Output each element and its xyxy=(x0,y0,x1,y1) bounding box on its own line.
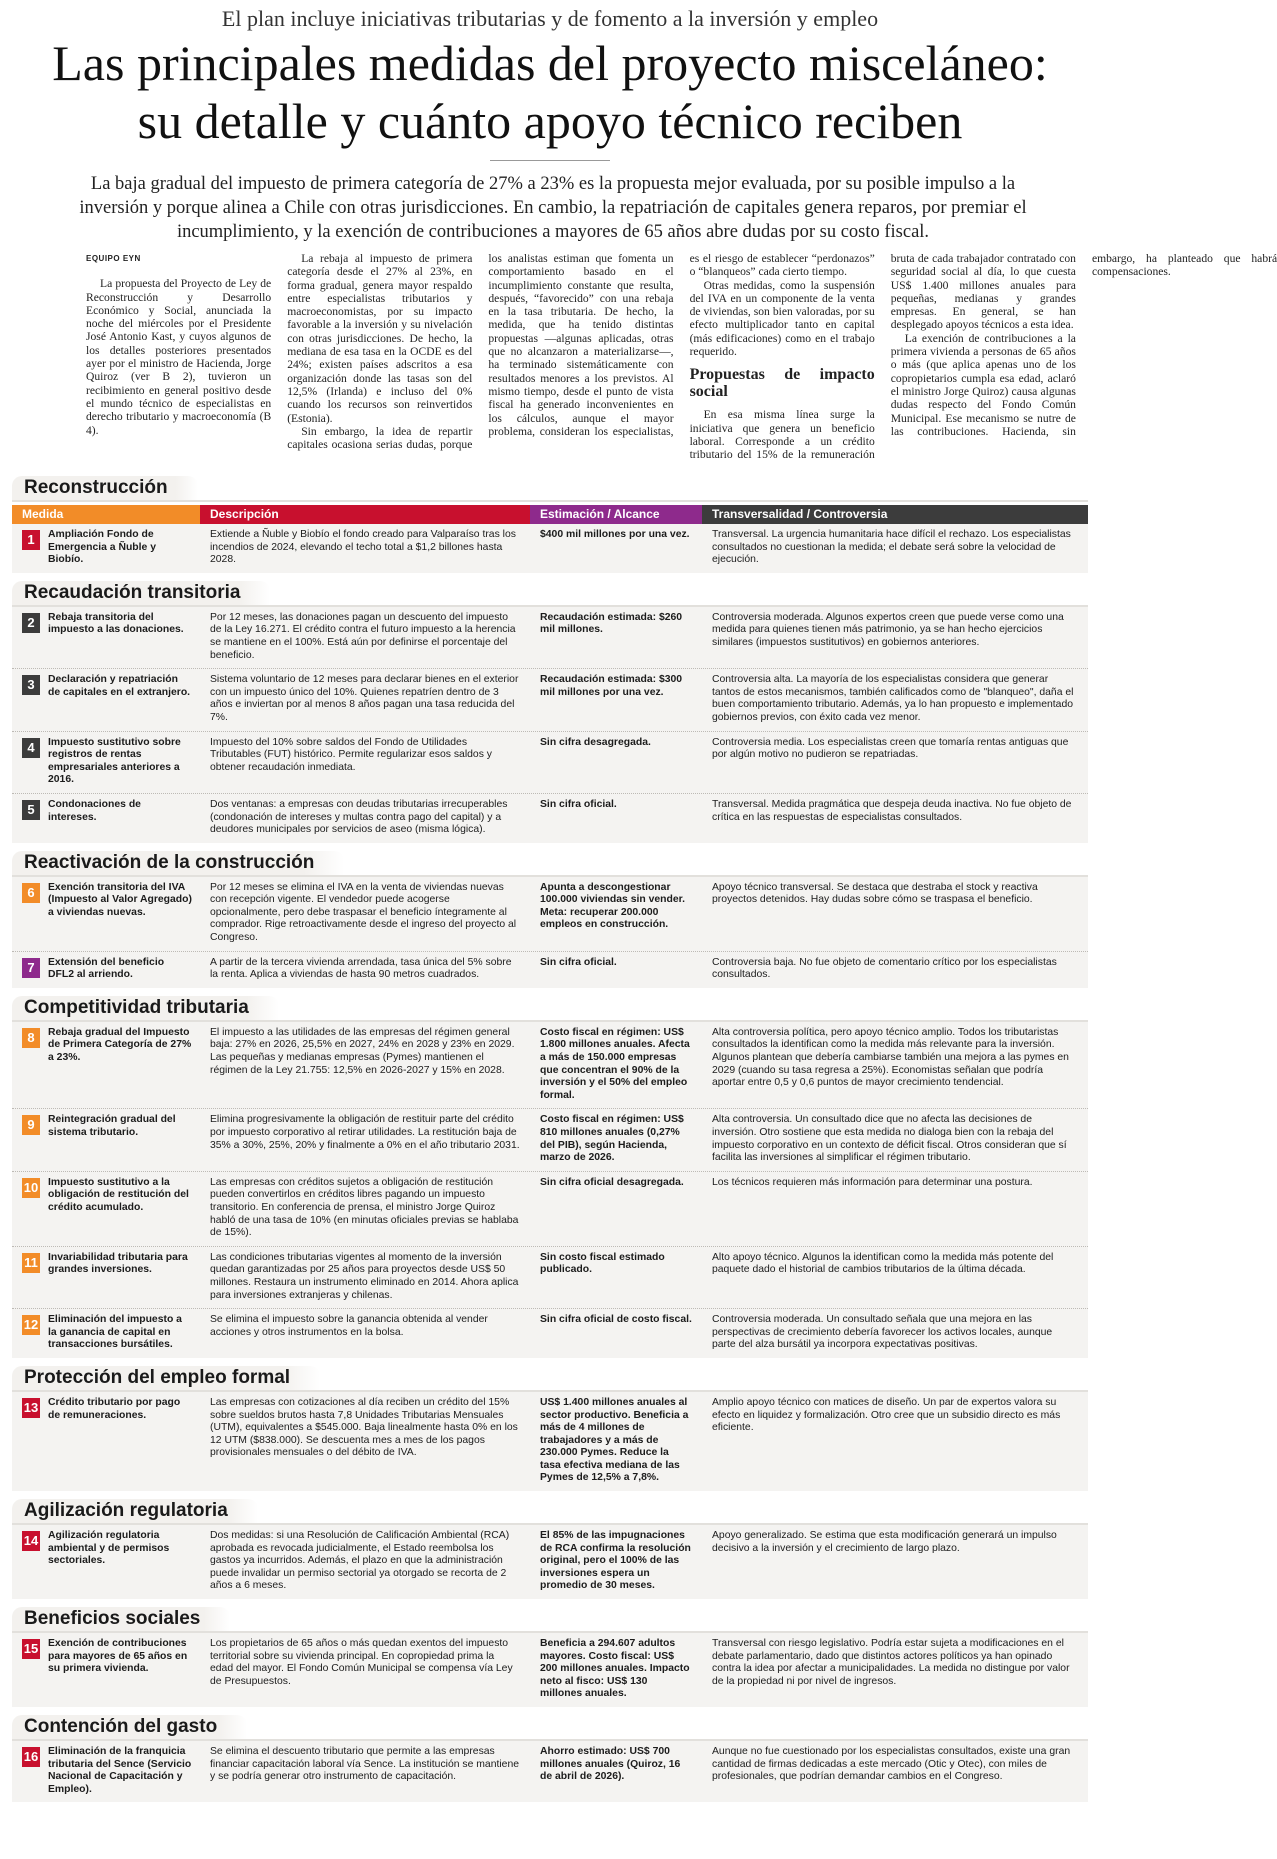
controversy-cell: Los técnicos requieren más información para determinar una postura. xyxy=(712,1176,1033,1188)
measure-name: Eliminación de la franquicia tributaria del Sence (Servicio Nacional de Capacitación y Empleo). xyxy=(48,1746,192,1795)
table-section xyxy=(12,849,1088,988)
section-header xyxy=(12,1497,1088,1525)
measure-number-badge: 15 xyxy=(22,1639,40,1659)
table-row xyxy=(12,524,1088,573)
section-title: Reconstrucción xyxy=(12,476,198,500)
medida-cell xyxy=(12,1638,200,1701)
section-title: Agilización regulatoria xyxy=(12,1499,258,1523)
measure-number-badge: 12 xyxy=(22,1315,40,1335)
description-cell: Las empresas con créditos sujetos a obligación de restitución pueden convertirlos en créditos libres pagando un impuesto transitorio. En conferencia de prensa, el ministro Jorge Quiroz habló de una tasa de 10% (en minutas oficiales previas se hablaba de 15%). xyxy=(210,1176,519,1239)
estimate-cell: Recaudación estimada: $260 mil millones. xyxy=(540,611,683,636)
measure-name: Rebaja transitoria del impuesto a las donaciones. xyxy=(48,611,184,636)
section-rows xyxy=(12,1022,1088,1358)
description-cell: Elimina progresivamente la obligación de restituir parte del crédito por impuesto corporativo al retirar utilidades. La restitución baja de 35% a 30%, 25%, 20% y finalmente a 0% en el año tributario 2031. xyxy=(210,1114,520,1151)
section-rows xyxy=(12,607,1088,843)
medida-cell xyxy=(12,1252,200,1302)
medida-cell xyxy=(12,1177,200,1240)
section-header xyxy=(12,474,1088,502)
measure-number-badge: 5 xyxy=(22,800,40,820)
section-rows xyxy=(12,1633,1088,1707)
medida-cell xyxy=(12,1397,200,1485)
estimate-cell: Sin cifra oficial. xyxy=(540,956,617,968)
controversy-cell: Transversal. La urgencia humanitaria hace difícil el rechazo. Los especialistas consultados no cuestionan la medida; el debate será sobre la velocidad de ejecución. xyxy=(712,529,1071,566)
medida-cell xyxy=(12,1027,200,1103)
controversy-cell: Controversia media. Los especialistas creen que tomaría rentas antiguas que por algún motivo no pudieron se repatriadas. xyxy=(712,736,1069,761)
medida-cell xyxy=(12,737,200,787)
controversy-cell: Transversal. Medida pragmática que despeja deuda inactiva. No fue objeto de crítica en las respuestas de especialistas consultados. xyxy=(712,798,1072,823)
article-paragraph: La propuesta del Proyecto de Ley de Reconstrucción y Desarrollo Económico y Social, anunciada la noche del miércoles por el Presidente José Antonio Kast, y cuyos algunos de los detalles posteriores presentados ayer por el ministro de Hacienda, Jorge Quiroz (ver B 2), tuvieron un recibimiento en general positivo desde el mundo técnico de especialistas en derecho tributario y macroeconomía (B 4). xyxy=(86,277,272,437)
deck-divider xyxy=(490,160,610,161)
controversy-cell: Alta controversia. Un consultado dice que no afecta las decisiones de inversión. Otro sostiene que esta medida no dialoga bien con la rebaja del impuesto corporativo en un contexto de déficit fiscal. Otros consideran que sí facilita las inversiones al simplificar el régimen tributario. xyxy=(712,1114,1067,1164)
measure-name: Condonaciones de intereses. xyxy=(48,798,141,823)
section-title: Contención del gasto xyxy=(12,1715,247,1739)
table-row xyxy=(12,1633,1088,1707)
table-section xyxy=(12,1497,1088,1599)
table-row xyxy=(12,1392,1088,1491)
table-section xyxy=(12,994,1088,1358)
medida-cell xyxy=(12,957,200,982)
section-title: Protección del empleo formal xyxy=(12,1366,320,1390)
description-cell: Extiende a Ñuble y Biobío el fondo creado para Valparaíso tras los incendios de 2024, elevando el techo total a $1,2 billones hasta 2028. xyxy=(210,529,516,566)
table-row xyxy=(12,794,1088,843)
description-cell: Dos medidas: si una Resolución de Calificación Ambiental (RCA) aprobada es revocada judicialmente, el Estado reembolsa los gastos ya incurridos. Además, el plazo en que la administración puede invalidar un permiso sectorial ya otorgado se recorta de 2 años a 6 meses. xyxy=(210,1530,510,1592)
medida-cell xyxy=(12,1114,200,1164)
table-row xyxy=(12,1309,1088,1358)
estimate-cell: Recaudación estimada: $300 mil millones por una vez. xyxy=(540,674,683,698)
table-row xyxy=(12,732,1088,794)
table-row xyxy=(12,1022,1088,1110)
article-paragraph: Otras medidas, como la suspensión del IVA en un componente de la venta de viviendas, son bien valoradas, por su efecto multiplicador tanto en capital (más edificaciones) como en el trabajo requerido. xyxy=(689,278,875,359)
measure-number-badge: 10 xyxy=(22,1178,40,1198)
section-rows xyxy=(12,1392,1088,1491)
section-title: Recaudación transitoria xyxy=(12,581,270,605)
medida-cell xyxy=(12,529,200,567)
section-header xyxy=(12,1364,1088,1392)
table-row xyxy=(12,1109,1088,1171)
controversy-cell: Controversia alta. La mayoría de los especialistas considera que generar tantos de estos mecanismos, también calificados como de "blanqueo", daña el buen comportamiento tributario. Además, ya lo han propuesto e implementado gobiernos previos, con éxito cada vez menor. xyxy=(712,674,1074,723)
medida-cell xyxy=(12,882,200,945)
column-header: Descripción xyxy=(200,505,530,524)
table-section xyxy=(12,1364,1088,1491)
estimate-cell: Apunta a descongestionar 100.000 viviendas sin vender. Meta: recuperar 200.000 empleos en construcción. xyxy=(540,881,685,931)
table-section xyxy=(12,579,1088,843)
section-header xyxy=(12,579,1088,607)
measure-number-badge: 11 xyxy=(22,1253,40,1273)
measure-name: Impuesto sustitutivo a la obligación de restitución del crédito acumulado. xyxy=(48,1176,189,1213)
measure-number-badge: 9 xyxy=(22,1115,40,1135)
kicker: El plan incluye iniciativas tributarias y de fomento a la inversión y empleo xyxy=(221,6,879,31)
section-header xyxy=(12,1713,1088,1741)
controversy-cell: Transversal con riesgo legislativo. Podría estar sujeta a modificaciones en el debate parlamentario, dado que distintos actores políticos ya han opinado contra la idea por afectar a municipalidades. La medida no distingue por valor de la propiedad ni por nivel de ingresos. xyxy=(712,1638,1070,1687)
measure-name: Declaración y repatriación de capitales en el extranjero. xyxy=(48,674,191,698)
medida-cell xyxy=(12,1746,200,1796)
description-cell: Las condiciones tributarias vigentes al momento de la inversión quedan garantizadas por 25 años para proyectos desde US$ 50 millones. Restaura un instrumento eliminado en 2014. Ahora aplica para inversiones extranjeras y chilenas. xyxy=(210,1251,519,1301)
table-row xyxy=(12,1741,1088,1802)
table-row xyxy=(12,1172,1088,1247)
controversy-cell: Alto apoyo técnico. Algunos la identifican como la medida más potente del paquete dado el historial de cambios tributarios de la última década. xyxy=(712,1251,1054,1276)
measure-name: Ampliación Fondo de Emergencia a Ñuble y Biobío. xyxy=(48,529,156,566)
estimate-cell: Sin cifra oficial desagregada. xyxy=(540,1176,684,1188)
estimate-cell: Sin cifra oficial de costo fiscal. xyxy=(540,1314,692,1326)
description-cell: Por 12 meses se elimina el IVA en la venta de viviendas nuevas con recepción vigente. El vendedor puede acogerse opcionalmente, pero debe traspasar el beneficio íntegramente al comprador. Rige retroactivamente desde el ingreso del proyecto al Congreso. xyxy=(210,881,517,944)
byline: EQUIPO EYN xyxy=(86,254,141,263)
measure-name: Rebaja gradual del Impuesto de Primera Categoría de 27% a 23%. xyxy=(48,1026,192,1064)
controversy-cell: Apoyo técnico transversal. Se destaca que destraba el stock y reactiva proyectos detenidos. Hay dudas sobre cómo se traspasa el beneficio. xyxy=(712,881,1038,906)
medida-cell xyxy=(12,674,200,724)
measure-number-badge: 8 xyxy=(22,1028,40,1048)
description-cell: Se elimina el descuento tributario que permite a las empresas financiar capacitación laboral vía Sence. La institución se mantiene y se podría generar otro instrumento de capacitación. xyxy=(210,1746,520,1783)
section-title: Competitividad tributaria xyxy=(12,996,279,1020)
estimate-cell: $400 mil millones por una vez. xyxy=(540,529,690,540)
estimate-cell: Sin costo fiscal estimado publicado. xyxy=(540,1251,665,1276)
description-cell: El impuesto a las utilidades de las empresas del régimen general baja: 27% en 2026, 25,5% en 2027, 24% en 2028 y 23% en 2029. Las pequeñas y medianas empresas (Pymes) mantienen el régimen de la Ley 21.755: 12,5% en 2026-2027 y 15% en 2028. xyxy=(210,1026,515,1076)
table-row xyxy=(12,669,1088,731)
table-row xyxy=(12,877,1088,952)
medida-cell xyxy=(12,1314,200,1352)
measure-name: Agilización regulatoria ambiental y de permisos sectoriales. xyxy=(48,1530,170,1567)
table-section xyxy=(12,474,1088,573)
measure-name: Extensión del beneficio DFL2 al arriendo. xyxy=(48,956,165,981)
controversy-cell: Controversia baja. No fue objeto de comentario crítico por los especialistas consultados. xyxy=(712,956,1057,981)
description-cell: Se elimina el impuesto sobre la ganancia obtenida al vender acciones y otros instrumentos en la bolsa. xyxy=(210,1314,488,1338)
measure-name: Reintegración gradual del sistema tributario. xyxy=(48,1114,176,1138)
estimate-cell: Costo fiscal en régimen: US$ 1.800 millones anuales. Afecta a más de 150.000 empresas que concentran el 90% de la inversión y el 50% del empleo formal. xyxy=(540,1026,690,1101)
column-header: Medida xyxy=(12,505,200,524)
table-row xyxy=(12,1525,1088,1599)
section-title: Beneficios sociales xyxy=(12,1607,230,1631)
description-cell: Los propietarios de 65 años o más quedan exentos del impuesto territorial sobre su vivienda principal. En copropiedad prima la edad del mayor. El Fondo Común Municipal se compensa vía Ley de Presupuestos. xyxy=(210,1638,513,1687)
article-subhead: Propuestas de impacto social xyxy=(689,366,875,401)
headline-line-2: su detalle y cuánto apoyo técnico reciben xyxy=(137,93,963,149)
estimate-cell: Sin cifra oficial. xyxy=(540,798,617,810)
measure-number-badge: 6 xyxy=(22,883,40,903)
headline-line-1: Las principales medidas del proyecto misceláneo: xyxy=(52,35,1048,91)
section-rows xyxy=(12,877,1088,988)
table-row xyxy=(12,952,1088,988)
measure-name: Impuesto sustitutivo sobre registros de rentas empresariales anteriores a 2016. xyxy=(48,736,181,786)
measure-name: Crédito tributario por pago de remuneraciones. xyxy=(48,1396,181,1421)
measure-number-badge: 4 xyxy=(22,738,40,758)
description-cell: Dos ventanas: a empresas con deudas tributarias irrecuperables (condonación de intereses y multas contra pago del capital) y a deudores municipales por servicios de aseo (misma lógica). xyxy=(210,798,508,836)
estimate-cell: Costo fiscal en régimen: US$ 810 millones anuales (0,27% del PIB), según Hacienda, marzo de 2026. xyxy=(540,1114,684,1164)
section-header xyxy=(12,849,1088,877)
estimate-cell: Sin cifra desagregada. xyxy=(540,736,651,748)
measure-number-badge: 7 xyxy=(22,958,40,978)
column-header: Transversalidad / Controversia xyxy=(702,505,1088,524)
measure-number-badge: 2 xyxy=(22,613,40,633)
article-paragraph: Sin embargo, la idea de repartir capitales ocasiona serias dudas, porque los analistas estiman que fomenta un comportamiento basado en el incumplimiento constante que resulta, después, “favorecido” con una rebaja en la tasa tributaria. De hecho, la medida, que ha tenido distintas propuestas —algunas aplicadas, otras que no alcanzaron a materializarse—, ha terminado sistemáticamente con resultados menores a los previstos. Al mismo tiempo, desde el punto de vista fiscal ha generado inconvenientes en los cálculos, aunque el mayor problema, consideran los especialistas, es el riesgo de establecer “perdonazos” o “blanqueos” cada cierto tiempo. xyxy=(287,252,875,452)
section-title: Reactivación de la construcción xyxy=(12,851,344,875)
controversy-cell: Alta controversia política, pero apoyo técnico amplio. Todos los tributaristas consultados la identifican como la medida más relevante para la inversión. Algunos plantean que debería cambiarse también una mejora a las pymes en 2029 (cuando su tasa regresa a 25%). Economistas señalan que podría aportar entre 0,5 y 0,6 puntos de mayor crecimiento tendencial. xyxy=(712,1026,1069,1089)
measure-number-badge: 14 xyxy=(22,1531,40,1551)
description-cell: A partir de la tercera vivienda arrendada, tasa única del 5% sobre la renta. Aplica a viviendas de hasta 90 metros cuadrados. xyxy=(210,956,512,981)
section-header xyxy=(12,1605,1088,1633)
deck: La baja gradual del impuesto de primera categoría de 27% a 23% es la propuesta mejor evaluada, por su posible impulso a la inversión y porque alinea a Chile con otras jurisdicciones. En cambio, la repatriación de capitales genera reparos, por premiar el incumplimiento, y la exención de contribuciones a mayores de 65 años abre dudas por su costo fiscal. xyxy=(79,174,1027,242)
column-headers xyxy=(12,505,1088,524)
measure-name: Invariabilidad tributaria para grandes inversiones. xyxy=(48,1251,188,1276)
column-header: Estimación / Alcance xyxy=(530,505,702,524)
table-section xyxy=(12,1713,1088,1802)
description-cell: Sistema voluntario de 12 meses para declarar bienes en el exterior con un impuesto único del 10%. Quienes repatríen dentro de 3 años e inviertan por al menos 8 años pagan una tasa reducida del 7%. xyxy=(210,674,519,723)
section-header xyxy=(12,994,1088,1022)
measure-number-badge: 1 xyxy=(22,530,40,550)
table-section xyxy=(12,1605,1088,1707)
description-cell: Por 12 meses, las donaciones pagan un descuento del impuesto de la Ley 16.271. El crédito contra el futuro impuesto a la herencia se mantiene en el 100%. Está aún por definirse el porcentaje del beneficio. xyxy=(210,611,516,661)
description-cell: Impuesto del 10% sobre saldos del Fondo de Utilidades Tributables (FUT) histórico. Permite regularizar esos saldos y obtener recaudación inmediata. xyxy=(210,736,492,773)
estimate-cell: Ahorro estimado: US$ 700 millones anuales (Quiroz, 16 de abril de 2026). xyxy=(540,1746,681,1783)
article-paragraph: En esa misma línea surge la iniciativa que genera un beneficio laboral. Corresponde a un crédito tributario del 15% de la remuneración bruta de cada trabajador contratado con seguridad social al día, lo que cuesta US$ 1.400 millones anuales para pequeñas, medianas y grandes empresas. En general, se han desplegado apoyos técnicos a esta idea. xyxy=(689,252,1076,462)
description-cell: Las empresas con cotizaciones al día reciben un crédito del 15% sobre sueldos brutos hasta 7,8 Unidades Tributarias Mensuales (UTM), equivalentes a $545.000. Baja linealmente hasta 0% en los 12 UTM ($838.000). Se descuenta mes a mes de los pagos provisionales mensuales o del débito de IVA. xyxy=(210,1396,518,1459)
controversy-cell: Amplio apoyo técnico con matices de diseño. Un par de expertos valora su efecto en liquidez y formalización. Otro cree que un subsidio directo es más eficiente. xyxy=(712,1396,1061,1434)
article-paragraph: La exención de contribuciones a la primera vivienda a personas de 65 años o más (que aplica apenas uno de los copropietarios cumpla esa edad, aclaró el ministro Jorge Quiroz) causa algunas dudas respecto del Fondo Común Municipal. Ese mecanismo se nutre de las contribuciones. Hacienda, sin embargo, ha planteado que habrá compensaciones. xyxy=(890,252,1277,438)
table-row xyxy=(12,1247,1088,1309)
measures-table xyxy=(12,474,1088,1808)
controversy-cell: Aunque no fue cuestionado por los especialistas consultados, existe una gran cantidad de firmas dedicadas a este mercado (Otic y Otec), con miles de profesionales, que podrían demandar cambios en el Congreso. xyxy=(712,1746,1071,1783)
headline xyxy=(0,34,1100,150)
estimate-cell: El 85% de las impugnaciones de RCA confirma la resolución original, pero el 100% de las inversiones espera un promedio de 30 meses. xyxy=(540,1530,691,1592)
measure-number-badge: 3 xyxy=(22,675,40,695)
article-paragraph: La rebaja al impuesto de primera categoría desde el 27% al 23%, en forma gradual, genera mayor respaldo entre especialistas tributarios y macroeconomistas, por su impacto favorable a la inversión y su nivelación con otras jurisdicciones. De hecho, la mediana de esa tasa en la OCDE es del 24%; existen países adscritos a esa organización donde las tasas son del 12,5% (Irlanda) e incluso del 0% cuando los recursos son reinvertidos (Estonia). xyxy=(287,252,473,425)
medida-cell xyxy=(12,612,200,662)
section-rows xyxy=(12,1741,1088,1802)
section-rows xyxy=(12,1525,1088,1599)
section-rows xyxy=(12,524,1088,573)
medida-cell xyxy=(12,799,200,837)
measure-name: Eliminación del impuesto a la ganancia de capital en transacciones bursátiles. xyxy=(48,1314,182,1351)
estimate-cell: Beneficia a 294.607 adultos mayores. Costo fiscal: US$ 200 millones anuales. Impacto neto al fisco: US$ 130 millones anuales. xyxy=(540,1638,690,1700)
controversy-cell: Apoyo generalizado. Se estima que esta modificación generará un impulso decisivo a la inversión y el crecimiento de largo plazo. xyxy=(712,1530,1057,1554)
measure-name: Exención de contribuciones para mayores de 65 años en su primera vivienda. xyxy=(48,1638,188,1675)
measure-number-badge: 16 xyxy=(22,1747,40,1767)
article-body xyxy=(86,252,1277,462)
measure-number-badge: 13 xyxy=(22,1398,40,1418)
controversy-cell: Controversia moderada. Un consultado señala que una mejora en las perspectivas de crecimiento debería favorecer los activos locales, aunque parte del alza bursátil ya incorpora expectativas positivas. xyxy=(712,1314,1053,1351)
table-row xyxy=(12,607,1088,669)
medida-cell xyxy=(12,1530,200,1593)
measure-name: Exención transitoria del IVA (Impuesto al Valor Agregado) a viviendas nuevas. xyxy=(48,881,192,918)
estimate-cell: US$ 1.400 millones anuales al sector productivo. Beneficia a más de 4 millones de trabajadores y a más de 230.000 Pymes. Reduce la tasa efectiva mediana de las Pymes de 12,5% a 7,8%. xyxy=(540,1396,689,1484)
controversy-cell: Controversia moderada. Algunos expertos creen que puede verse como una medida para quienes tienen más patrimonio, ya se han hecho ejercicios similares (impuestos sustitutivos) en gobiernos anteriores. xyxy=(712,611,1064,648)
